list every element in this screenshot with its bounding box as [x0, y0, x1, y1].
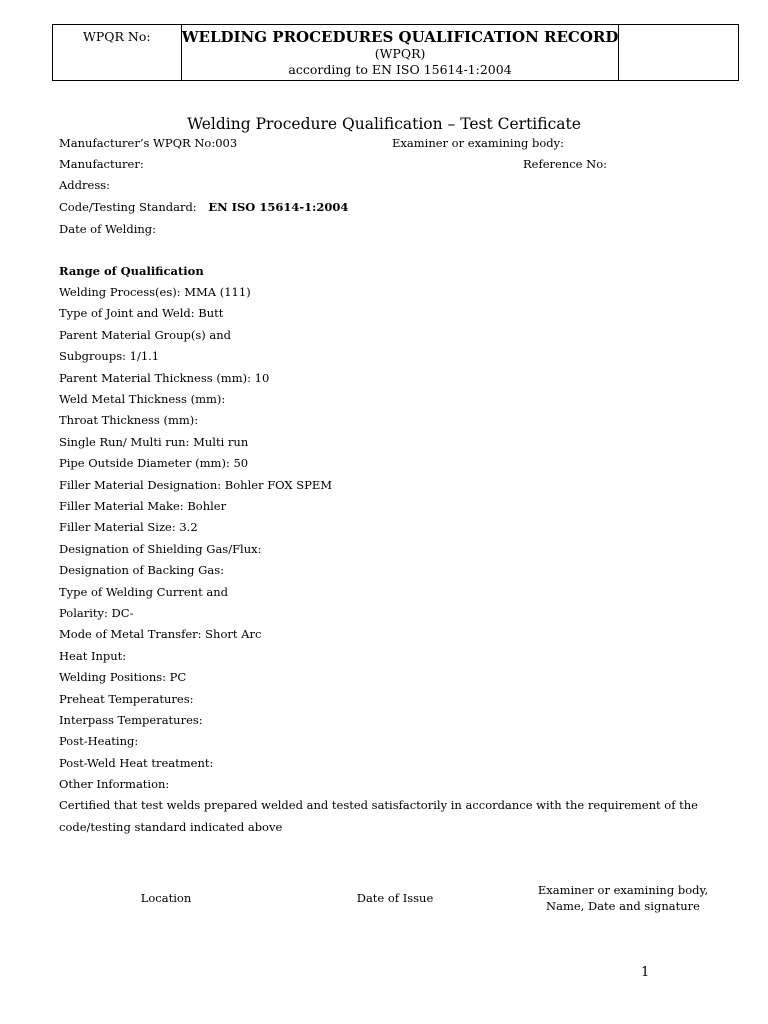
range-item: Preheat Temperatures:	[59, 691, 194, 706]
date-of-issue-label: Date of Issue	[356, 891, 434, 905]
record-title: WELDING PROCEDURES QUALIFICATION RECORD	[181, 28, 619, 46]
range-item: Type of Welding Current and	[59, 584, 228, 599]
range-item: Type of Joint and Weld: Butt	[59, 306, 224, 321]
range-item: Parent Material Group(s) and	[59, 327, 232, 342]
range-item: Parent Material Thickness (mm): 10	[59, 370, 270, 385]
range-item: Designation of Backing Gas:	[59, 563, 224, 578]
range-item: Post-Heating:	[59, 734, 139, 749]
wpqr-no-label: WPQR No:	[83, 29, 151, 44]
range-item: Pipe Outside Diameter (mm): 50	[59, 456, 249, 471]
location-label: Location	[140, 891, 192, 905]
wpqr-no-cell	[53, 25, 182, 81]
range-item: Subgroups: 1/1.1	[59, 349, 160, 364]
manufacturer-wpqr-no: Manufacturer’s WPQR No:003	[59, 136, 238, 150]
code-label: Code/Testing Standard:	[59, 200, 197, 214]
record-standard-ref: according to EN ISO 15614-1:2004	[288, 62, 512, 77]
range-item: Filler Material Make: Bohler	[59, 499, 227, 513]
examiner-signature-line2: Name, Date and signature	[546, 899, 700, 913]
range-item: Other Information:	[59, 777, 170, 792]
examiner-signature-label	[523, 882, 723, 914]
record-title-cell	[181, 25, 619, 81]
examiner-signature-line1: Examiner or examining body,	[537, 883, 709, 897]
manufacturer-label: Manufacturer:	[59, 157, 144, 171]
address-label: Address:	[59, 178, 111, 192]
range-heading: Range of Qualification	[59, 264, 204, 278]
range-item: Single Run/ Multi run: Multi run	[59, 434, 249, 449]
code-standard-row	[59, 200, 348, 214]
range-item: Polarity: DC-	[59, 606, 134, 620]
range-item: Interpass Temperatures:	[59, 713, 203, 727]
range-item: Heat Input:	[59, 648, 127, 663]
header-table	[52, 24, 739, 81]
range-item: Welding Positions: PC	[59, 670, 187, 685]
certificate-title: Welding Procedure Qualification – Test Certificate	[187, 115, 581, 133]
page-number: 1	[641, 965, 650, 980]
header-blank-cell	[619, 25, 739, 81]
reference-label: Reference No:	[523, 157, 607, 171]
certification-statement: Certified that test welds prepared welded and tested satisfactorily in accordance with the requirement of the code/testing standard indicated above	[59, 798, 698, 834]
range-item: Welding Process(es): MMA (111)	[59, 285, 251, 299]
range-item: Filler Material Designation: Bohler FOX SPEM	[59, 477, 333, 492]
range-item: Throat Thickness (mm):	[59, 413, 199, 428]
range-item: Filler Material Size: 3.2	[59, 520, 198, 535]
record-abbreviation: (WPQR)	[374, 46, 426, 61]
range-item: Weld Metal Thickness (mm):	[59, 392, 226, 406]
examiner-label: Examiner or examining body:	[392, 136, 565, 150]
date-of-welding-label: Date of Welding:	[59, 222, 157, 236]
code-value: EN ISO 15614-1:2004	[208, 200, 349, 214]
range-item: Designation of Shielding Gas/Flux:	[59, 541, 262, 556]
range-item: Mode of Metal Transfer: Short Arc	[59, 627, 262, 642]
range-item: Post-Weld Heat treatment:	[59, 755, 214, 770]
